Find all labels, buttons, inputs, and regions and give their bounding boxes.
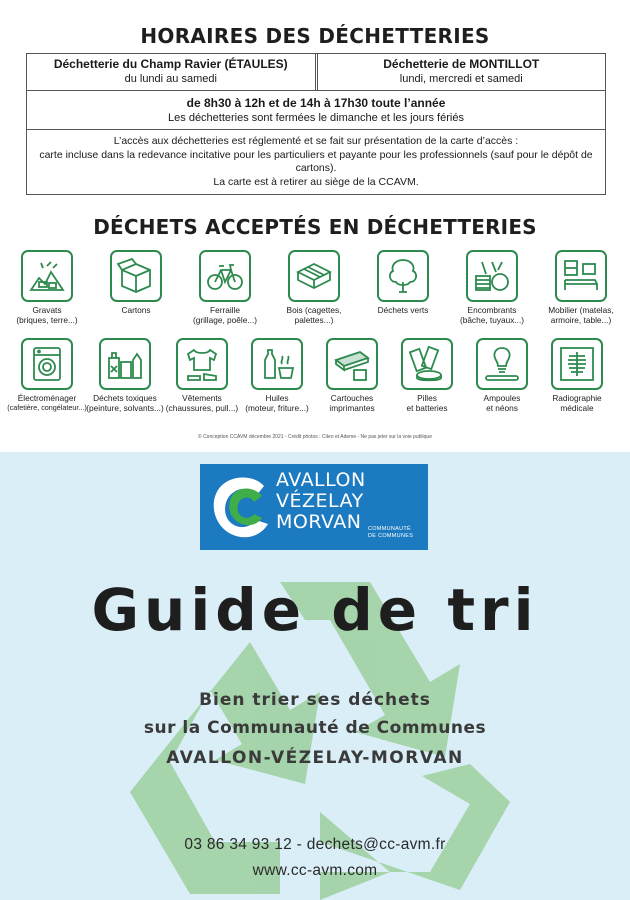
- item-piles: Pilles et batteries: [385, 338, 469, 413]
- accepted-title: DÉCHETS ACCEPTÉS EN DÉCHETTERIES: [93, 215, 537, 239]
- access-row: [27, 130, 605, 194]
- contact-info: 03 86 34 93 12 - dechets@cc-avm.fr: [184, 836, 446, 853]
- site-name: Déchetterie du Champ Ravier (ÉTAULES): [53, 57, 288, 71]
- bicycle-icon: [205, 256, 245, 296]
- item-electromenager: Électroménager (cafetière, congélateur...): [5, 338, 89, 413]
- cover-section: [0, 452, 630, 900]
- cc-logo-icon: [206, 472, 276, 542]
- cardboard-box-icon: [116, 256, 156, 296]
- schedule-table: [26, 53, 606, 195]
- toxic-bottles-icon: [105, 344, 145, 384]
- item-ferraille: Ferraille (grillage, poêle...): [183, 250, 267, 325]
- access-card-pickup: La carte est à retirer au siège de la CCAVM.: [213, 175, 419, 188]
- site-name: Déchetterie de MONTILLOT: [383, 57, 540, 71]
- cover-title: Guide de tri: [91, 576, 539, 644]
- item-dechets-verts: Déchets verts: [361, 250, 445, 315]
- pallet-icon: [294, 256, 334, 296]
- item-vetements: Vêtements (chaussures, pull...): [160, 338, 244, 413]
- access-card-info: carte incluse dans la redevance incitative pour les particuliers et payante pour les professionnels (sauf pour le dépôt de cartons).: [39, 148, 593, 175]
- logo-line-vezelay: VÉZELAY: [276, 490, 364, 512]
- battery-icon: [407, 344, 447, 384]
- logo-line-morvan: MORVAN: [276, 511, 362, 533]
- cover-line-1: Bien trier ses déchets: [199, 690, 431, 710]
- clothes-icon: [182, 344, 222, 384]
- item-gravats: Gravats (briques, terre...): [5, 250, 89, 325]
- item-huiles: Huiles (moteur, friture...): [235, 338, 319, 413]
- item-encombrants: Encombrants (bâche, tuyaux...): [450, 250, 534, 325]
- opening-hours: de 8h30 à 12h et de 14h à 17h30 toute l’année: [186, 96, 446, 110]
- closed-days: Les déchetteries sont fermées le dimanche et les jours fériés: [168, 112, 464, 124]
- item-ampoules: Ampoules et néons: [460, 338, 544, 413]
- cover-line-3: AVALLON-VÉZELAY-MORVAN: [166, 748, 464, 768]
- oil-icon: [257, 344, 297, 384]
- light-bulb-icon: [482, 344, 522, 384]
- tree-icon: [383, 256, 423, 296]
- logo-subtitle: COMMUNAUTÉ DE COMMUNES: [368, 526, 414, 539]
- item-bois: Bois (cagettes, palettes...): [272, 250, 356, 325]
- item-cartons: Cartons: [94, 250, 178, 315]
- site-cell-etaules: [27, 54, 315, 90]
- x-ray-icon: [557, 344, 597, 384]
- item-mobilier: Mobilier (matelas, armoire, table...): [539, 250, 623, 325]
- site-days: lundi, mercredi et samedi: [399, 73, 523, 85]
- logo-line-avallon: AVALLON: [276, 469, 366, 491]
- website-link[interactable]: www.cc-avm.com: [252, 862, 378, 879]
- schedule-title: HORAIRES DES DÉCHETTERIES: [140, 24, 490, 48]
- cover-line-2: sur la Communauté de Communes: [143, 718, 487, 738]
- site-cell-montillot: [315, 54, 606, 90]
- hours-row: [27, 91, 605, 130]
- sites-row: [27, 54, 605, 91]
- ccavm-logo: [200, 464, 428, 550]
- item-dechets-toxiques: Déchets toxiques (peinture, solvants...): [83, 338, 167, 413]
- item-radiographie: Radiographie médicale: [535, 338, 619, 413]
- item-cartouches: Cartouches imprimantes: [310, 338, 394, 413]
- bulky-items-icon: [472, 256, 512, 296]
- furniture-icon: [561, 256, 601, 296]
- washing-machine-icon: [27, 344, 67, 384]
- ink-cartridge-icon: [332, 344, 372, 384]
- credit-line: © Conception CCAVM décembre 2021 - Crédit photos : Citeo et Ademe - Ne pas jeter sur la voie publique: [198, 434, 432, 440]
- site-days: du lundi au samedi: [124, 73, 217, 85]
- access-rule: L’accès aux déchetteries est réglementé et se fait sur présentation de la carte d’accès :: [113, 135, 519, 147]
- rubble-icon: [27, 256, 67, 296]
